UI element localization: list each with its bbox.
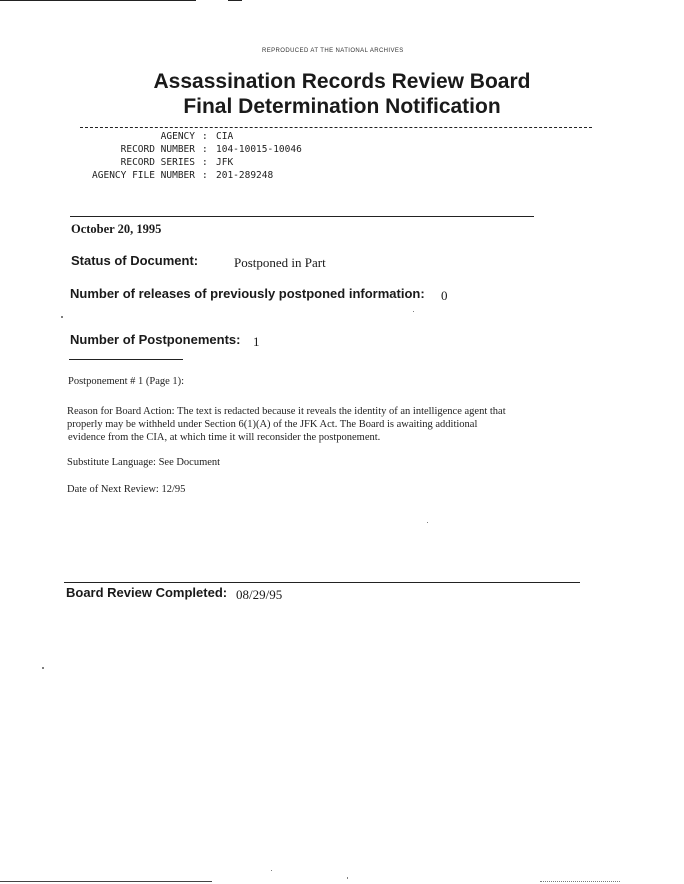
top-edge-line — [0, 0, 196, 1]
agency-value: CIA — [216, 131, 234, 142]
record-number-value: 104-10015-10046 — [216, 144, 302, 155]
status-label: Status of Document: — [71, 253, 199, 268]
scan-speck — [42, 667, 44, 669]
releases-value: 0 — [441, 288, 448, 303]
top-edge-mark — [228, 0, 242, 1]
agency-file-number-label: AGENCY FILE NUMBER — [92, 170, 195, 181]
scan-speck — [413, 311, 414, 312]
reason-line-1: Reason for Board Action: The text is redacted because it reveals the identity of an intelligence agent that — [67, 406, 506, 417]
header-dashed-divider — [80, 127, 592, 128]
status-value: Postponed in Part — [234, 255, 326, 270]
releases-label: Number of releases of previously postponed information: — [70, 286, 425, 301]
scan-speck — [427, 522, 428, 523]
archive-stamp: REPRODUCED AT THE NATIONAL ARCHIVES — [262, 48, 404, 54]
notification-title: Final Determination Notification — [183, 95, 501, 118]
colon: : — [202, 131, 208, 142]
next-review-date: Date of Next Review: 12/95 — [67, 484, 186, 495]
scan-speck — [271, 870, 272, 871]
colon: : — [202, 157, 208, 168]
date-rule — [70, 216, 534, 217]
colon: : — [202, 170, 208, 181]
agency-file-number-value: 201-289248 — [216, 170, 274, 181]
completion-rule — [64, 582, 580, 583]
postponements-value: 1 — [253, 334, 260, 349]
postponements-label: Number of Postponements: — [70, 332, 241, 347]
scan-speck — [347, 877, 348, 879]
record-series-label: RECORD SERIES — [120, 157, 195, 168]
record-series-value: JFK — [216, 157, 234, 168]
notification-date: October 20, 1995 — [71, 222, 162, 236]
postponement-heading: Postponement # 1 (Page 1): — [68, 376, 185, 387]
agency-label: AGENCY — [160, 131, 195, 142]
scan-speck — [61, 316, 63, 318]
reason-line-3: evidence from the CIA, at which time it will reconsider the postponement. — [68, 432, 381, 443]
substitute-language: Substitute Language: See Document — [67, 457, 221, 468]
board-title: Assassination Records Review Board — [153, 70, 531, 93]
bottom-edge-line — [0, 881, 212, 882]
bottom-edge-mark — [540, 881, 620, 882]
review-completed-label: Board Review Completed: — [66, 585, 228, 600]
colon: : — [202, 144, 208, 155]
review-completed-value: 08/29/95 — [236, 587, 283, 602]
record-number-label: RECORD NUMBER — [120, 144, 195, 155]
postponements-rule — [69, 359, 183, 360]
reason-line-2: properly may be withheld under Section 6(1)(A) of the JFK Act. The Board is awaiting additional — [67, 419, 478, 430]
